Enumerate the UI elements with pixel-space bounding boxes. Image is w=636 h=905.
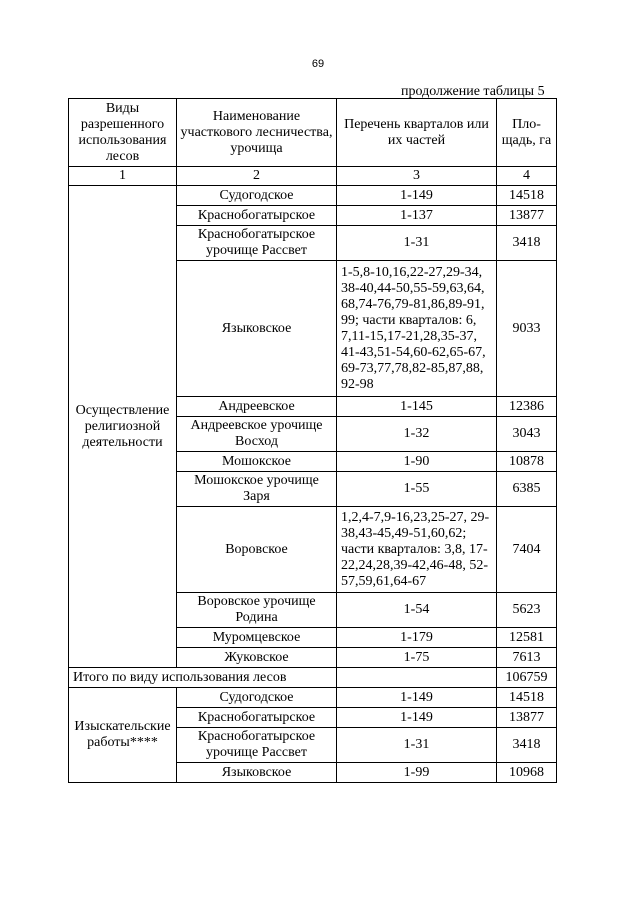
forestry-name: Андреевское xyxy=(177,397,337,417)
total-blocks xyxy=(337,668,497,688)
area-value: 3043 xyxy=(497,417,557,452)
blocks-list: 1-149 xyxy=(337,186,497,206)
header-number: 2 xyxy=(177,167,337,186)
header-forestry-name: Наименование участкового лесничества, урочища xyxy=(177,99,337,167)
forestry-name: Языковское xyxy=(177,763,337,783)
page-number: 69 xyxy=(311,58,325,70)
area-value: 13877 xyxy=(497,708,557,728)
blocks-list: 1-31 xyxy=(337,728,497,763)
total-label: Итого по виду использования лесов xyxy=(69,668,337,688)
forestry-name: Судогодское xyxy=(177,688,337,708)
area-value: 13877 xyxy=(497,206,557,226)
area-value: 12581 xyxy=(497,628,557,648)
header-row xyxy=(69,99,557,167)
use-type-cell: Изыскательские работы**** xyxy=(69,688,177,783)
blocks-list: 1-149 xyxy=(337,688,497,708)
table-continuation-caption: продолжение таблицы 5 xyxy=(401,84,545,99)
header-use-type: Виды разрешенного использования лесов xyxy=(69,99,177,167)
blocks-list: 1-54 xyxy=(337,593,497,628)
area-value: 12386 xyxy=(497,397,557,417)
blocks-list: 1-149 xyxy=(337,708,497,728)
forestry-name: Краснобогатырское xyxy=(177,708,337,728)
area-value: 9033 xyxy=(497,261,557,397)
blocks-list: 1-99 xyxy=(337,763,497,783)
header-number: 4 xyxy=(497,167,557,186)
area-value: 10878 xyxy=(497,452,557,472)
area-value: 7404 xyxy=(497,507,557,593)
header-area: Пло-щадь, га xyxy=(497,99,557,167)
forestry-name: Андреевское урочище Восход xyxy=(177,417,337,452)
forestry-name: Воровское xyxy=(177,507,337,593)
blocks-list: 1,2,4-7,9-16,23,25-27, 29-38,43-45,49-51,60,62; части кварталов: 3,8, 17-22,24,28,39-42,46-48, 52-57,59,61,64-67 xyxy=(337,507,497,593)
blocks-list: 1-32 xyxy=(337,417,497,452)
area-value: 3418 xyxy=(497,728,557,763)
area-value: 10968 xyxy=(497,763,557,783)
forestry-name: Языковское xyxy=(177,261,337,397)
table-row xyxy=(69,186,557,206)
area-value: 14518 xyxy=(497,688,557,708)
forestry-name: Муромцевское xyxy=(177,628,337,648)
forestry-name: Краснобогатырское урочище Рассвет xyxy=(177,728,337,763)
forestry-name: Воровское урочище Родина xyxy=(177,593,337,628)
forestry-name: Мошокское урочище Заря xyxy=(177,472,337,507)
blocks-list: 1-75 xyxy=(337,648,497,668)
total-row xyxy=(69,668,557,688)
area-value: 14518 xyxy=(497,186,557,206)
blocks-list: 1-137 xyxy=(337,206,497,226)
blocks-list: 1-145 xyxy=(337,397,497,417)
header-number: 1 xyxy=(69,167,177,186)
area-value: 5623 xyxy=(497,593,557,628)
total-area: 106759 xyxy=(497,668,557,688)
forestry-name: Мошокское xyxy=(177,452,337,472)
area-value: 3418 xyxy=(497,226,557,261)
table-row xyxy=(69,688,557,708)
use-type-cell: Осуществление религиозной деятельности xyxy=(69,186,177,668)
header-blocks-list: Перечень кварталов или их частей xyxy=(337,99,497,167)
forestry-name: Жуковское xyxy=(177,648,337,668)
area-value: 6385 xyxy=(497,472,557,507)
blocks-list: 1-55 xyxy=(337,472,497,507)
blocks-list: 1-31 xyxy=(337,226,497,261)
forestry-name: Краснобогатырское урочище Рассвет xyxy=(177,226,337,261)
header-number-row xyxy=(69,167,557,186)
forest-use-table xyxy=(68,98,557,783)
area-value: 7613 xyxy=(497,648,557,668)
forestry-name: Краснобогатырское xyxy=(177,206,337,226)
forestry-name: Судогодское xyxy=(177,186,337,206)
blocks-list: 1-90 xyxy=(337,452,497,472)
header-number: 3 xyxy=(337,167,497,186)
blocks-list: 1-5,8-10,16,22-27,29-34, 38-40,44-50,55-59,63,64, 68,74-76,79-81,86,89-91, 99; части кварталов: 6, 7,11-15,17-21,28,35-37, 41-43,51-54,60-62,65-67, 69-73,77,78,82-85,87,88, 92-98 xyxy=(337,261,497,397)
blocks-list: 1-179 xyxy=(337,628,497,648)
